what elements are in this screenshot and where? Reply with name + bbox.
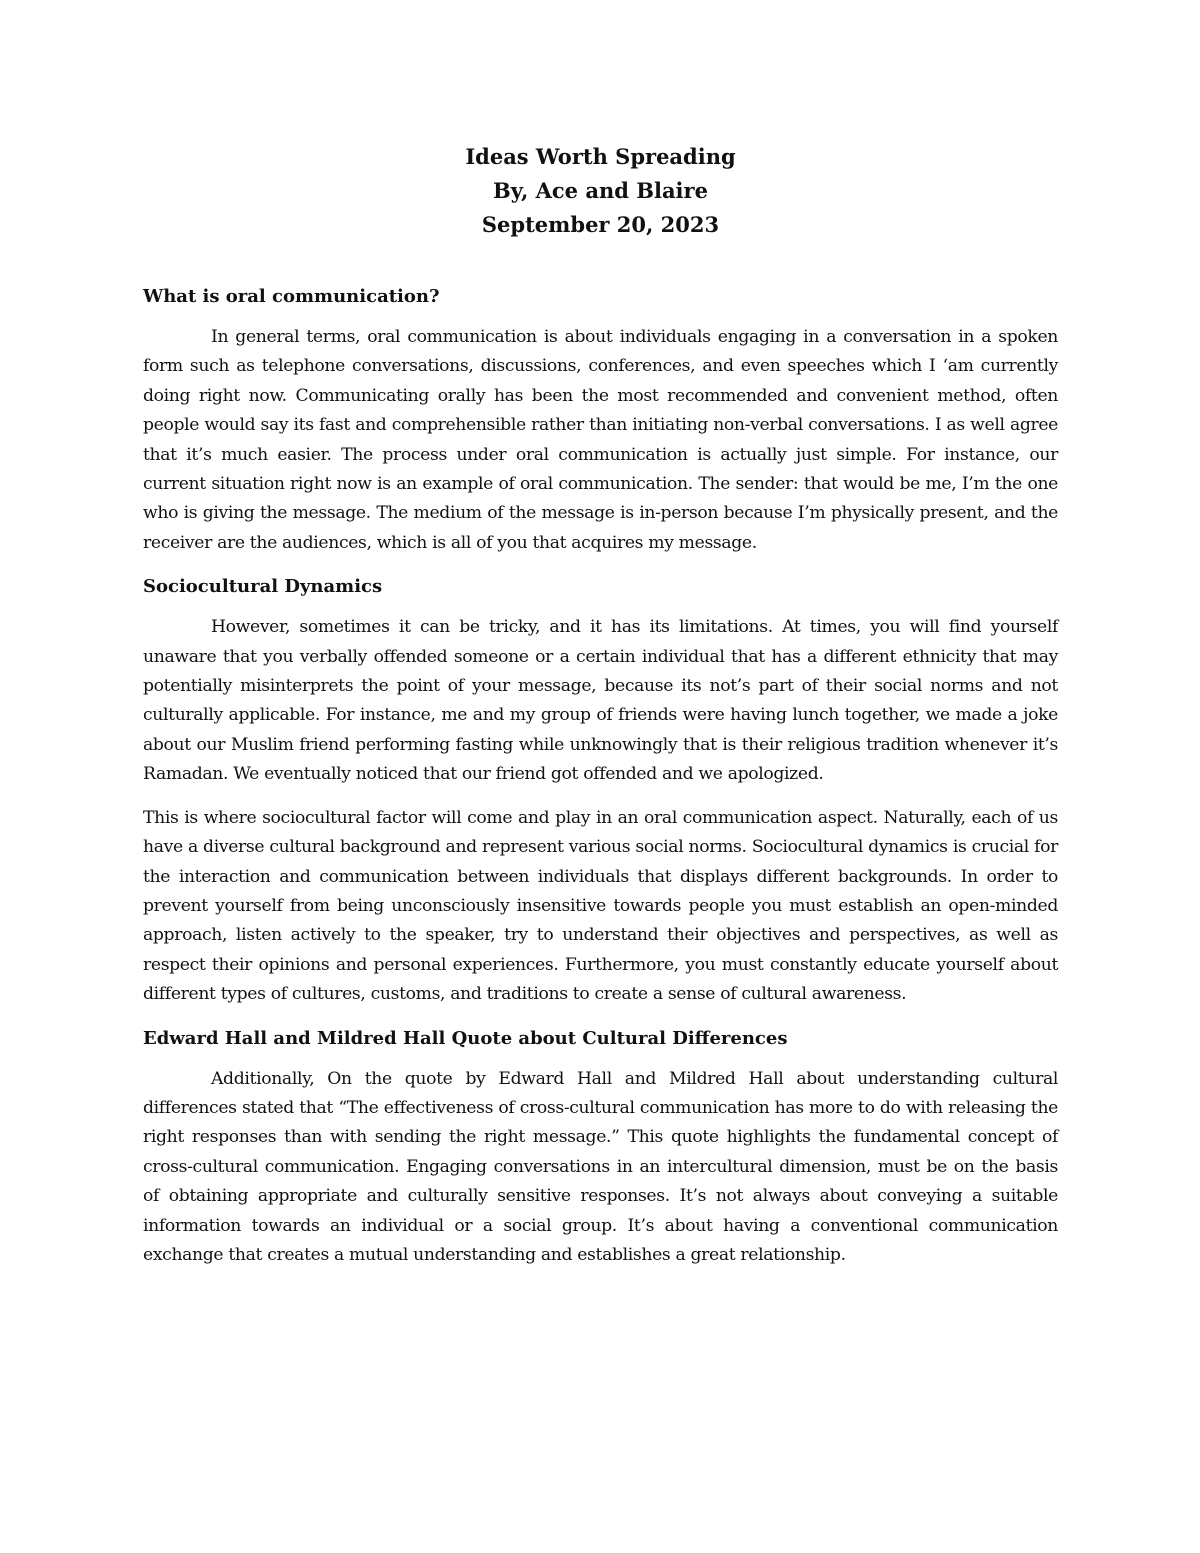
paragraph: However, sometimes it can be tricky, and it has its limitations. At times, you will find yourself unaware that you verbally offended someone or a certain individual that has a different ethnicity that may potentially misinterprets the point of your message, because its not’s part of their social norms and not culturally applicable. For instance, me and my group of friends were having lunch together, we made a joke about our Muslim friend performing fasting while unknowingly that is their religious tradition whenever it’s Ramadan. We eventually noticed that our friend got offended and we apologized. bbox=[143, 617, 1058, 785]
section-heading-oral-communication: What is oral communication? bbox=[143, 286, 440, 307]
paragraph: This is where sociocultural factor will come and play in an oral communication aspect. Naturally, each of us have a diverse cultural background and represent various social norms. Sociocultural dynamics is crucial for the interaction and communication between individuals that displays different backgrounds. In order to prevent yourself from being unconsciously insensitive towards people you must establish an open-minded approach, listen actively to the speaker, try to understand their objectives and perspectives, as well as respect their opinions and personal experiences. Furthermore, you must constantly educate yourself about different types of cultures, customs, and traditions to create a sense of cultural awareness. bbox=[143, 807, 1058, 1005]
document-date: September 20, 2023 bbox=[481, 212, 720, 237]
title-block bbox=[143, 140, 1058, 242]
document-byline: By, Ace and Blaire bbox=[493, 178, 708, 203]
section-heading-hall-quote: Edward Hall and Mildred Hall Quote about Cultural Differences bbox=[143, 1027, 788, 1049]
paragraph: Additionally, On the quote by Edward Hall and Mildred Hall about understanding cultural differences stated that “The effectiveness of cross-cultural communication has more to do with releasing the right responses than with sending the right message.” This quote highlights the fundamental concept of cross-cultural communication. Engaging conversations in an intercultural dimension, must be on the basis of obtaining appropriate and culturally sensitive responses. It’s not always about conveying a suitable information towards an individual or a social group. It’s about having a conventional communication exchange that creates a mutual understanding and establishes a great relationship. bbox=[143, 1068, 1058, 1265]
paragraph: In general terms, oral communication is about individuals engaging in a conversation in a spoken form such as telephone conversations, discussions, conferences, and even speeches which I ‘am currently doing right now. Communicating orally has been the most recommended and convenient method, often people would say its fast and comprehensible rather than initiating non-verbal conversations. I as well agree that it’s much easier. The process under oral communication is actually just simple. For instance, our current situation right now is an example of oral communication. The sender: that would be me, I’m the one who is giving the message. The medium of the message is in-person because I’m physically present, and the receiver are the audiences, which is all of you that acquires my message. bbox=[143, 327, 1058, 553]
document-page bbox=[143, 140, 1058, 1284]
section-heading-sociocultural-dynamics: Sociocultural Dynamics bbox=[143, 576, 383, 598]
document-title: Ideas Worth Spreading bbox=[465, 144, 736, 169]
